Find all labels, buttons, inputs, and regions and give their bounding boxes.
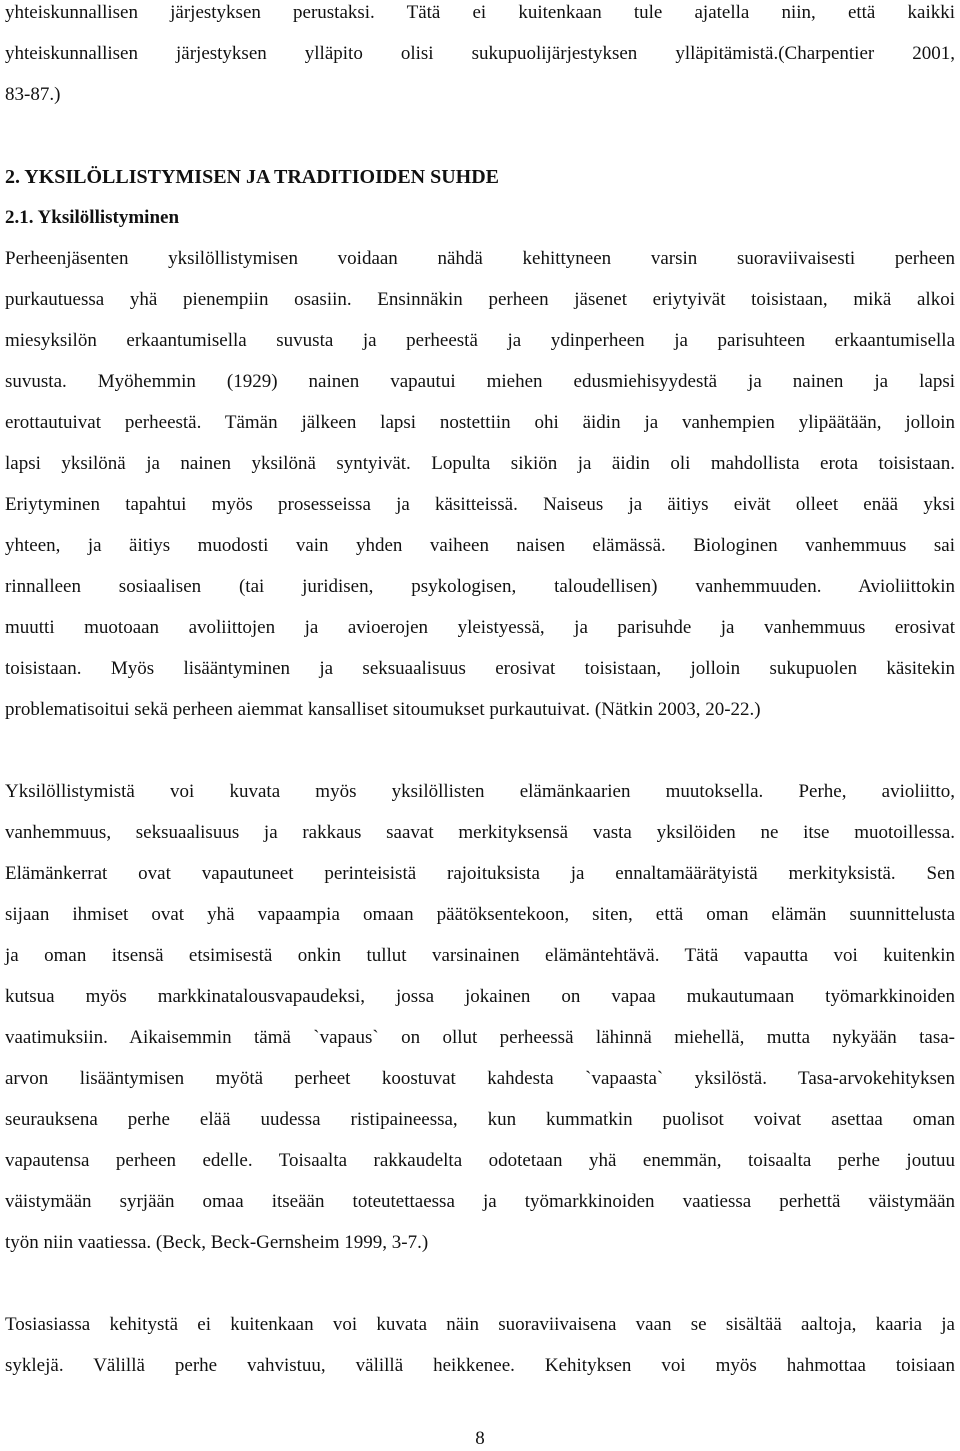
- paragraph-line: Elämänkerrat ovat vapautuneet perinteisistä rajoituksista ja ennaltamäärätyistä merkityksistä. Sen: [5, 863, 955, 884]
- paragraph-line: vaatimuksiin. Aikaisemmin tämä `vapaus` on ollut perheessä lähinnä miehellä, mutta nykyään tasa-: [5, 1027, 955, 1048]
- paragraph-line: suvusta. Myöhemmin (1929) nainen vapautui miehen edusmiehisyydestä ja nainen ja lapsi: [5, 371, 955, 392]
- paragraph-line: Tosiasiassa kehitystä ei kuitenkaan voi kuvata näin suoraviivaisena vaan se sisältää aaltoja, kaaria ja: [5, 1314, 955, 1335]
- paragraph-line: kutsua myös markkinatalousvapaudeksi, jossa jokainen on vapaa mukautumaan työmarkkinoiden: [5, 986, 955, 1007]
- page-number: 8: [475, 1428, 485, 1449]
- paragraph-line: seurauksena perhe elää uudessa ristipaineessa, kun kummatkin puolisot voivat asettaa oman: [5, 1109, 955, 1130]
- intro-line: 83-87.): [5, 84, 61, 105]
- paragraph-line: problematisoitui sekä perheen aiemmat kansalliset sitoumukset purkautuivat. (Nätkin 2003, 20-22.): [5, 699, 761, 720]
- paragraph-line: vanhemmuus, seksuaalisuus ja rakkaus saavat merkityksensä vasta yksilöiden ne itse muotoillessa.: [5, 822, 955, 843]
- paragraph-line: syklejä. Välillä perhe vahvistuu, välillä heikkenee. Kehityksen voi myös hahmottaa toisiaan: [5, 1355, 955, 1376]
- paragraph-line: miesyksilön erkaantumisella suvusta ja perheestä ja ydinperheen ja parisuhteen erkaantumisella: [5, 330, 955, 351]
- paragraph-line: Yksilöllistymistä voi kuvata myös yksilöllisten elämänkaarien muutoksella. Perhe, avioliitto,: [5, 781, 955, 802]
- intro-line: yhteiskunnallisen järjestyksen ylläpito olisi sukupuolijärjestyksen ylläpitämistä.(Charpentier 2001,: [5, 43, 955, 64]
- paragraph-line: lapsi yksilönä ja nainen yksilönä syntyivät. Lopulta sikiön ja äidin oli mahdollista erota toisistaan.: [5, 453, 955, 474]
- paragraph-line: arvon lisääntymisen myötä perheet koostuvat kahdesta `vapaasta` yksilöstä. Tasa-arvokehityksen: [5, 1068, 955, 1089]
- paragraph-3: [5, 1312, 955, 1394]
- paragraph-line: Perheenjäsenten yksilöllistymisen voidaan nähdä kehittyneen varsin suoraviivaisesti perheen: [5, 248, 955, 269]
- paragraph-line: muutti muotoaan avoliittojen ja avioerojen yleistyessä, ja parisuhde ja vanhemmuus erosivat: [5, 617, 955, 638]
- paragraph-line: erottautuivat perheestä. Tämän jälkeen lapsi nostettiin ohi äidin ja vanhempien ylipäätään, jolloin: [5, 412, 955, 433]
- intro-line: yhteiskunnallisen järjestyksen perustaksi. Tätä ei kuitenkaan tule ajatella niin, että kaikki: [5, 2, 955, 23]
- paragraph-line: yhteen, ja äitiys muodosti vain yhden vaiheen naisen elämässä. Biologinen vanhemmuus sai: [5, 535, 955, 556]
- paragraph-1: [5, 246, 955, 738]
- document-page: [5, 0, 955, 1394]
- paragraph-line: työn niin vaatiessa. (Beck, Beck-Gernsheim 1999, 3-7.): [5, 1232, 429, 1253]
- paragraph-line: vapautensa perheen edelle. Toisaalta rakkaudelta odotetaan yhä enemmän, toisaalta perhe joutuu: [5, 1150, 955, 1171]
- subsection-heading: 2.1. Yksilöllistyminen: [5, 207, 180, 228]
- paragraph-line: ja oman itsensä etsimisestä onkin tullut varsinainen elämäntehtävä. Tätä vapautta voi kuitenkin: [5, 945, 955, 966]
- paragraph-line: väistymään syrjään omaa itseään toteutettaessa ja työmarkkinoiden vaatiessa perhettä väistymään: [5, 1191, 955, 1212]
- paragraph-line: rinnalleen sosiaalisen (tai juridisen, psykologisen, taloudellisen) vanhemmuuden. Avioliittokin: [5, 576, 955, 597]
- paragraph-line: Eriytyminen tapahtui myös prosesseissa ja käsitteissä. Naiseus ja äitiys eivät olleet enää yksi: [5, 494, 955, 515]
- paragraph-line: sijaan ihmiset ovat yhä vapaampia omaan päätöksentekoon, siten, että oman elämän suunnittelusta: [5, 904, 955, 925]
- paragraph-2: [5, 779, 955, 1271]
- paragraph-line: toisistaan. Myös lisääntyminen ja seksuaalisuus erosivat toisistaan, jolloin sukupuolen käsitekin: [5, 658, 955, 679]
- section-heading: 2. YKSILÖLLISTYMISEN JA TRADITIOIDEN SUHDE: [5, 166, 500, 188]
- paragraph-line: purkautuessa yhä pienempiin osasiin. Ensinnäkin perheen jäsenet eriytyivät toisistaan, mikä alkoi: [5, 289, 955, 310]
